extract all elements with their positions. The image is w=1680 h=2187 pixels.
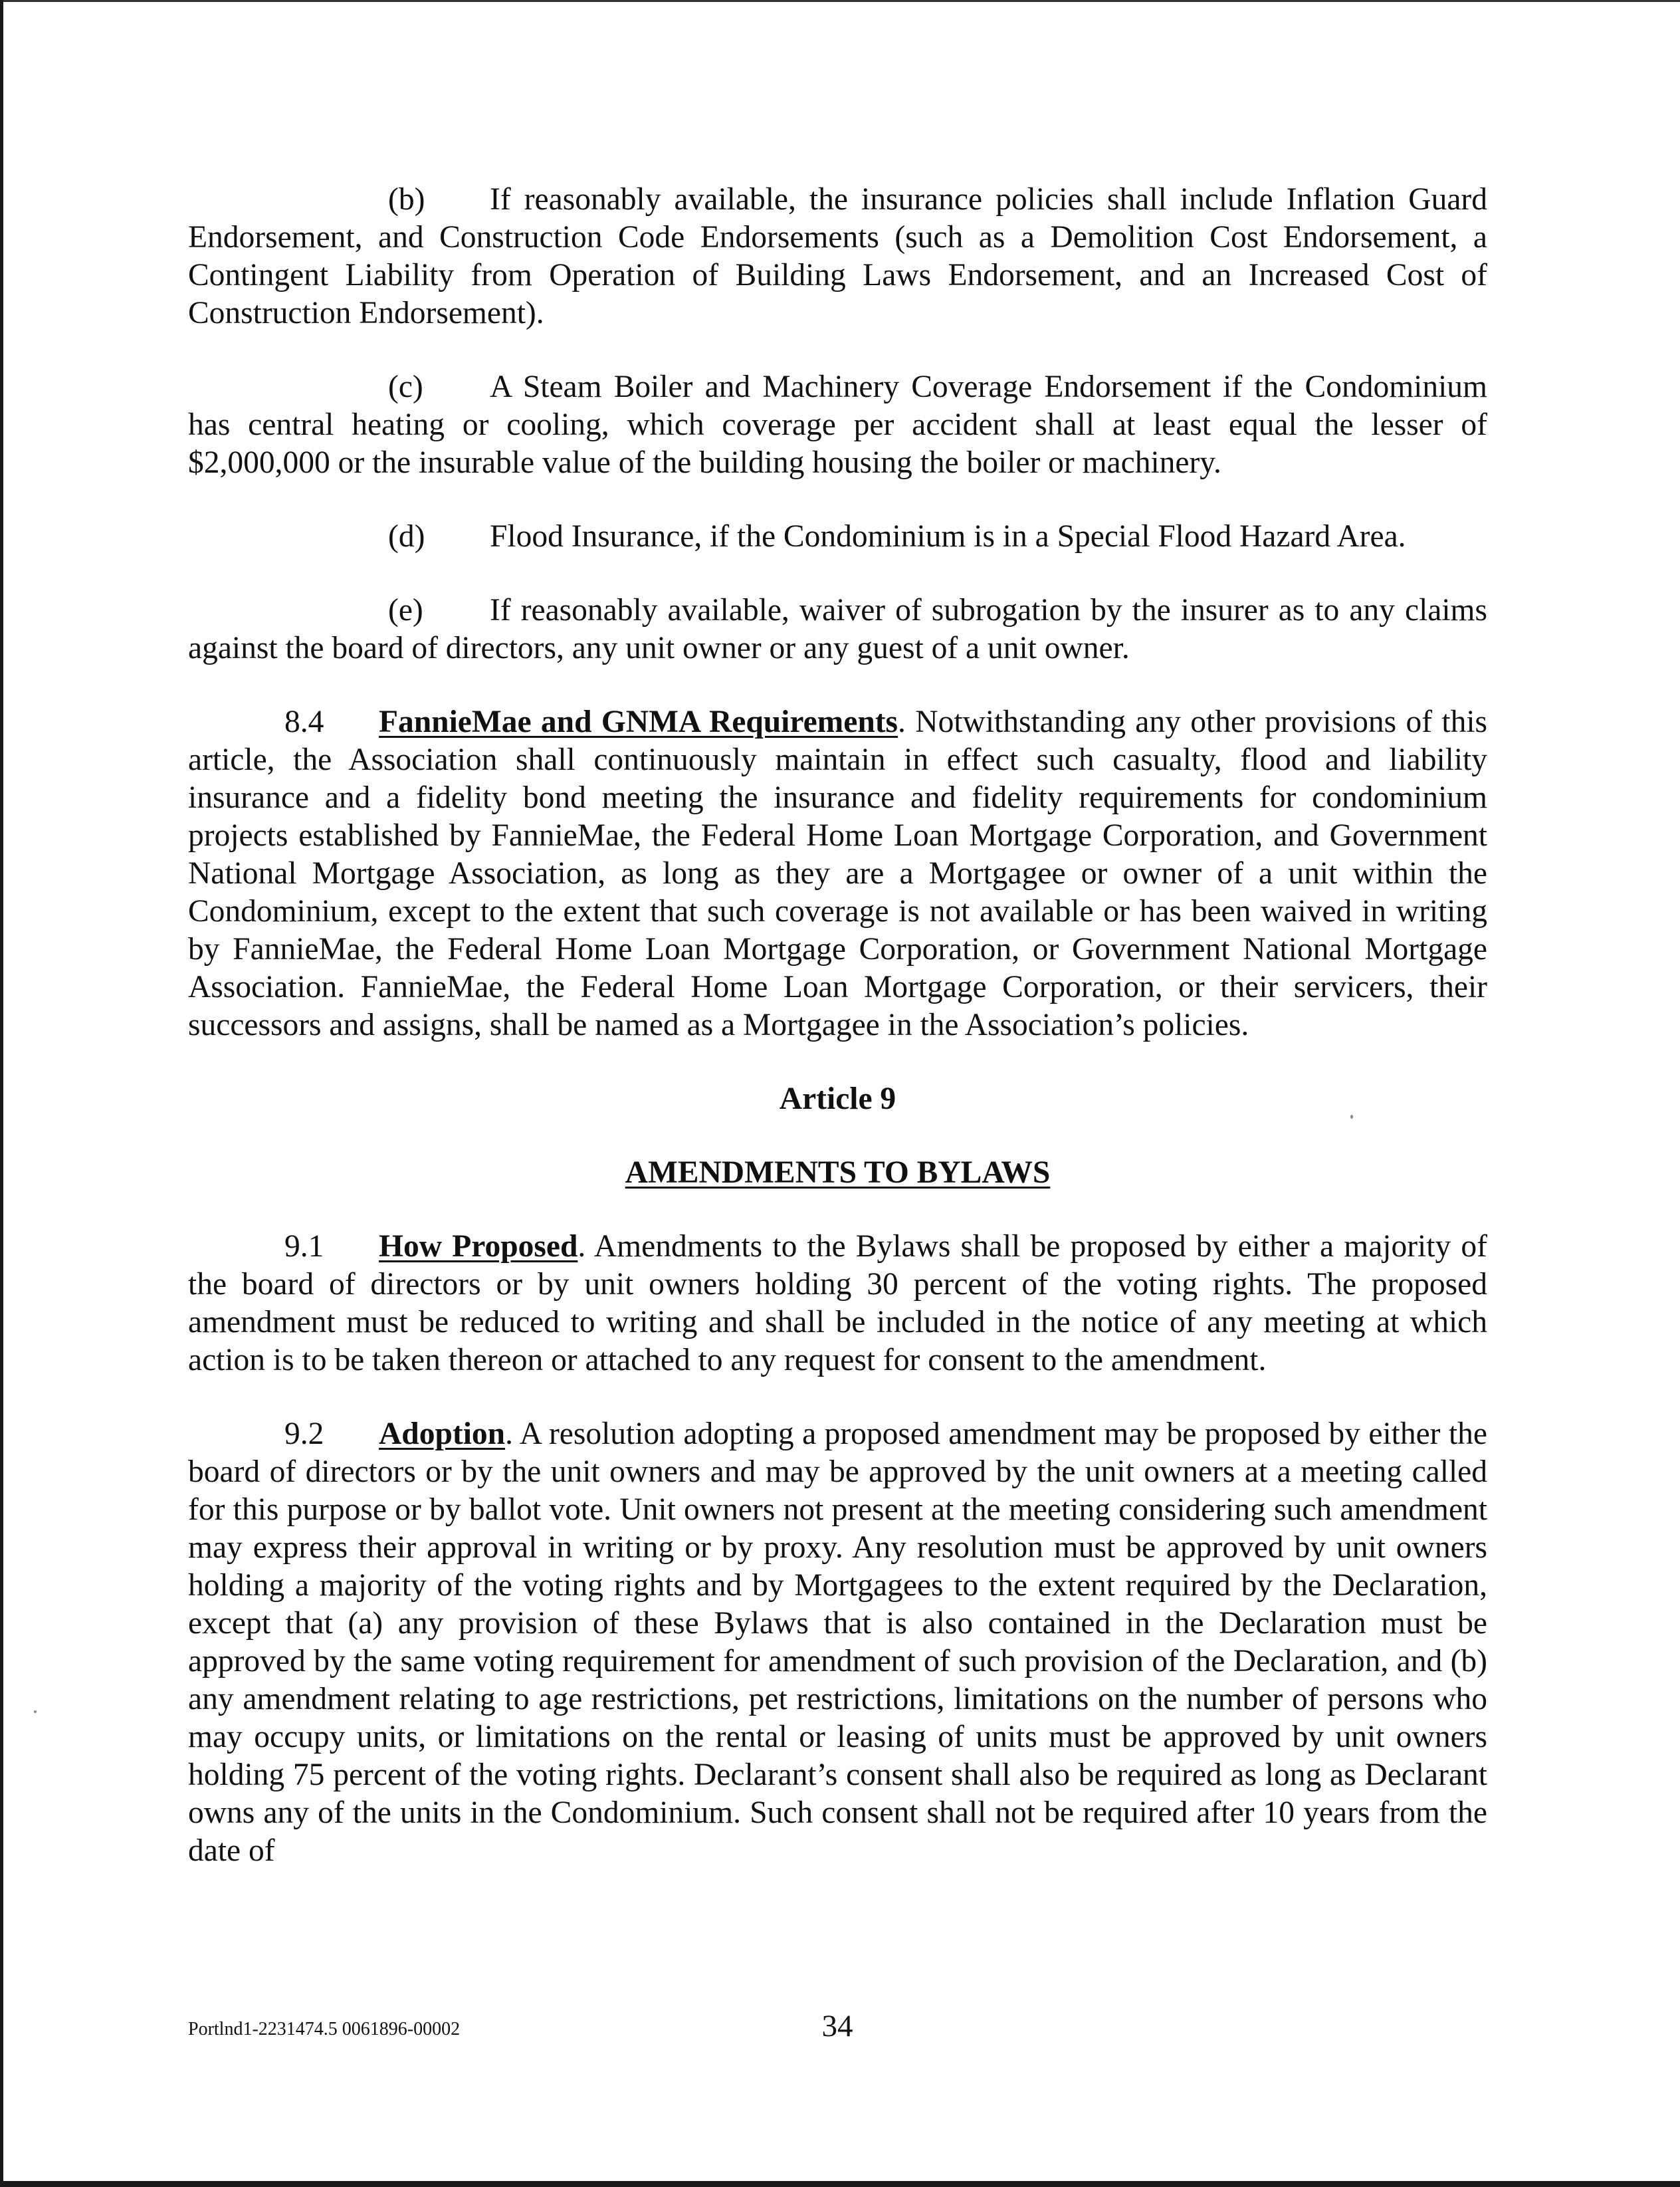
section-number: 8.4 (284, 705, 324, 739)
section-title: Adoption (379, 1417, 506, 1451)
paragraph-text: If reasonably available, waiver of subrogation by the insurer as to any claims against the board of directors, any unit owner or any guest of a unit owner. (188, 593, 1487, 665)
section-title: How Proposed (379, 1229, 578, 1264)
paragraph-label: (d) (388, 519, 425, 554)
paragraph-label: (b) (388, 182, 425, 217)
section-title: FannieMae and GNMA Requirements (379, 705, 898, 739)
paragraph-text: Flood Insurance, if the Condominium is in a Special Flood Hazard Area. (490, 519, 1406, 554)
paragraph-e (188, 592, 1487, 667)
paragraph-c (188, 368, 1487, 482)
section-title-punct: . (898, 705, 906, 739)
section-text: Amendments to the Bylaws shall be proposed by either a majority of the board of directors or by unit owners holding 30 percent of the voting rights. The proposed amendment must be reduced to writing and shall be included in the notice of any meeting at which action is to be taken thereon or attached to any request for consent to the amendment. (188, 1229, 1487, 1377)
section-text: A resolution adopting a proposed amendment may be proposed by either the board of directors or by the unit owners and may be approved by the unit owners at a meeting called for this purpose or by ballot vote. Unit owners not present at the meeting considering such amendment may express their approval in writing or by proxy. Any resolution must be approved by unit owners holding a majority of the voting rights and by Mortgagees to the extent required by the Declaration, except that (a) any provision of these Bylaws that is also contained in the Declaration must be approved by the same voting requirement for amendment of such provision of the Declaration, and (b) any amendment relating to age restrictions, pet restrictions, limitations on the number of persons who may occupy units, or limitations on the rental or leasing of units must be approved by unit owners holding 75 percent of the voting rights. Declarant’s consent shall also be required as long as Declarant owns any of the units in the Condominium. Such consent shall not be required after 10 years from the date of (188, 1417, 1487, 1868)
scan-top-edge (0, 0, 1680, 2)
section-8-4 (188, 703, 1487, 1044)
article-title-wrap (188, 1154, 1487, 1192)
paragraph-text: A Steam Boiler and Machinery Coverage Endorsement if the Condominium has central heating or cooling, which coverage per accident shall at least equal the lesser of $2,000,000 or the insurable value of the building housing the boiler or machinery. (188, 370, 1487, 480)
footer-document-id: Portlnd1-2231474.5 0061896-00002 (188, 2019, 461, 2039)
section-text: Notwithstanding any other provisions of this article, the Association shall continuously maintain in effect such casualty, flood and liability insurance and a fidelity bond meeting the insurance and fidelity requirements for condominium projects established by FannieMae, the Federal Home Loan Mortgage Corporation, and Government National Mortgage Association, as long as they are a Mortgagee or owner of a unit within the Condominium, except to the extent that such coverage is not available or has been waived in writing by FannieMae, the Federal Home Loan Mortgage Corporation, or Government National Mortgage Association. FannieMae, the Federal Home Loan Mortgage Corporation, or their servicers, their successors and assigns, shall be named as a Mortgagee in the Association’s policies. (188, 705, 1488, 1042)
section-9-1 (188, 1228, 1487, 1379)
paragraph-text: If reasonably available, the insurance policies shall include Inflation Guard Endorsement, and Construction Code Endorsements (such as a Demolition Cost Endorsement, a Contingent Liability from Operation of Building Laws Endorsement, and an Increased Cost of Construction Endorsement). (188, 182, 1487, 330)
paragraph-d (188, 518, 1487, 556)
section-number: 9.1 (284, 1229, 324, 1264)
section-9-2 (188, 1415, 1487, 1870)
scan-left-edge (0, 0, 3, 2187)
document-body (188, 181, 1487, 1870)
paragraph-b (188, 181, 1487, 332)
article-label: Article 9 (779, 1082, 896, 1116)
section-title-punct: . (505, 1417, 513, 1451)
paragraph-label: (c) (388, 370, 423, 404)
paragraph-label: (e) (388, 593, 423, 628)
scan-speck (34, 1710, 37, 1713)
section-title-punct: . (578, 1229, 586, 1264)
article-title: AMENDMENTS TO BYLAWS (625, 1155, 1051, 1190)
section-number: 9.2 (284, 1417, 324, 1451)
scan-bottom-edge (0, 2181, 1680, 2187)
page-number: 34 (821, 2009, 853, 2043)
